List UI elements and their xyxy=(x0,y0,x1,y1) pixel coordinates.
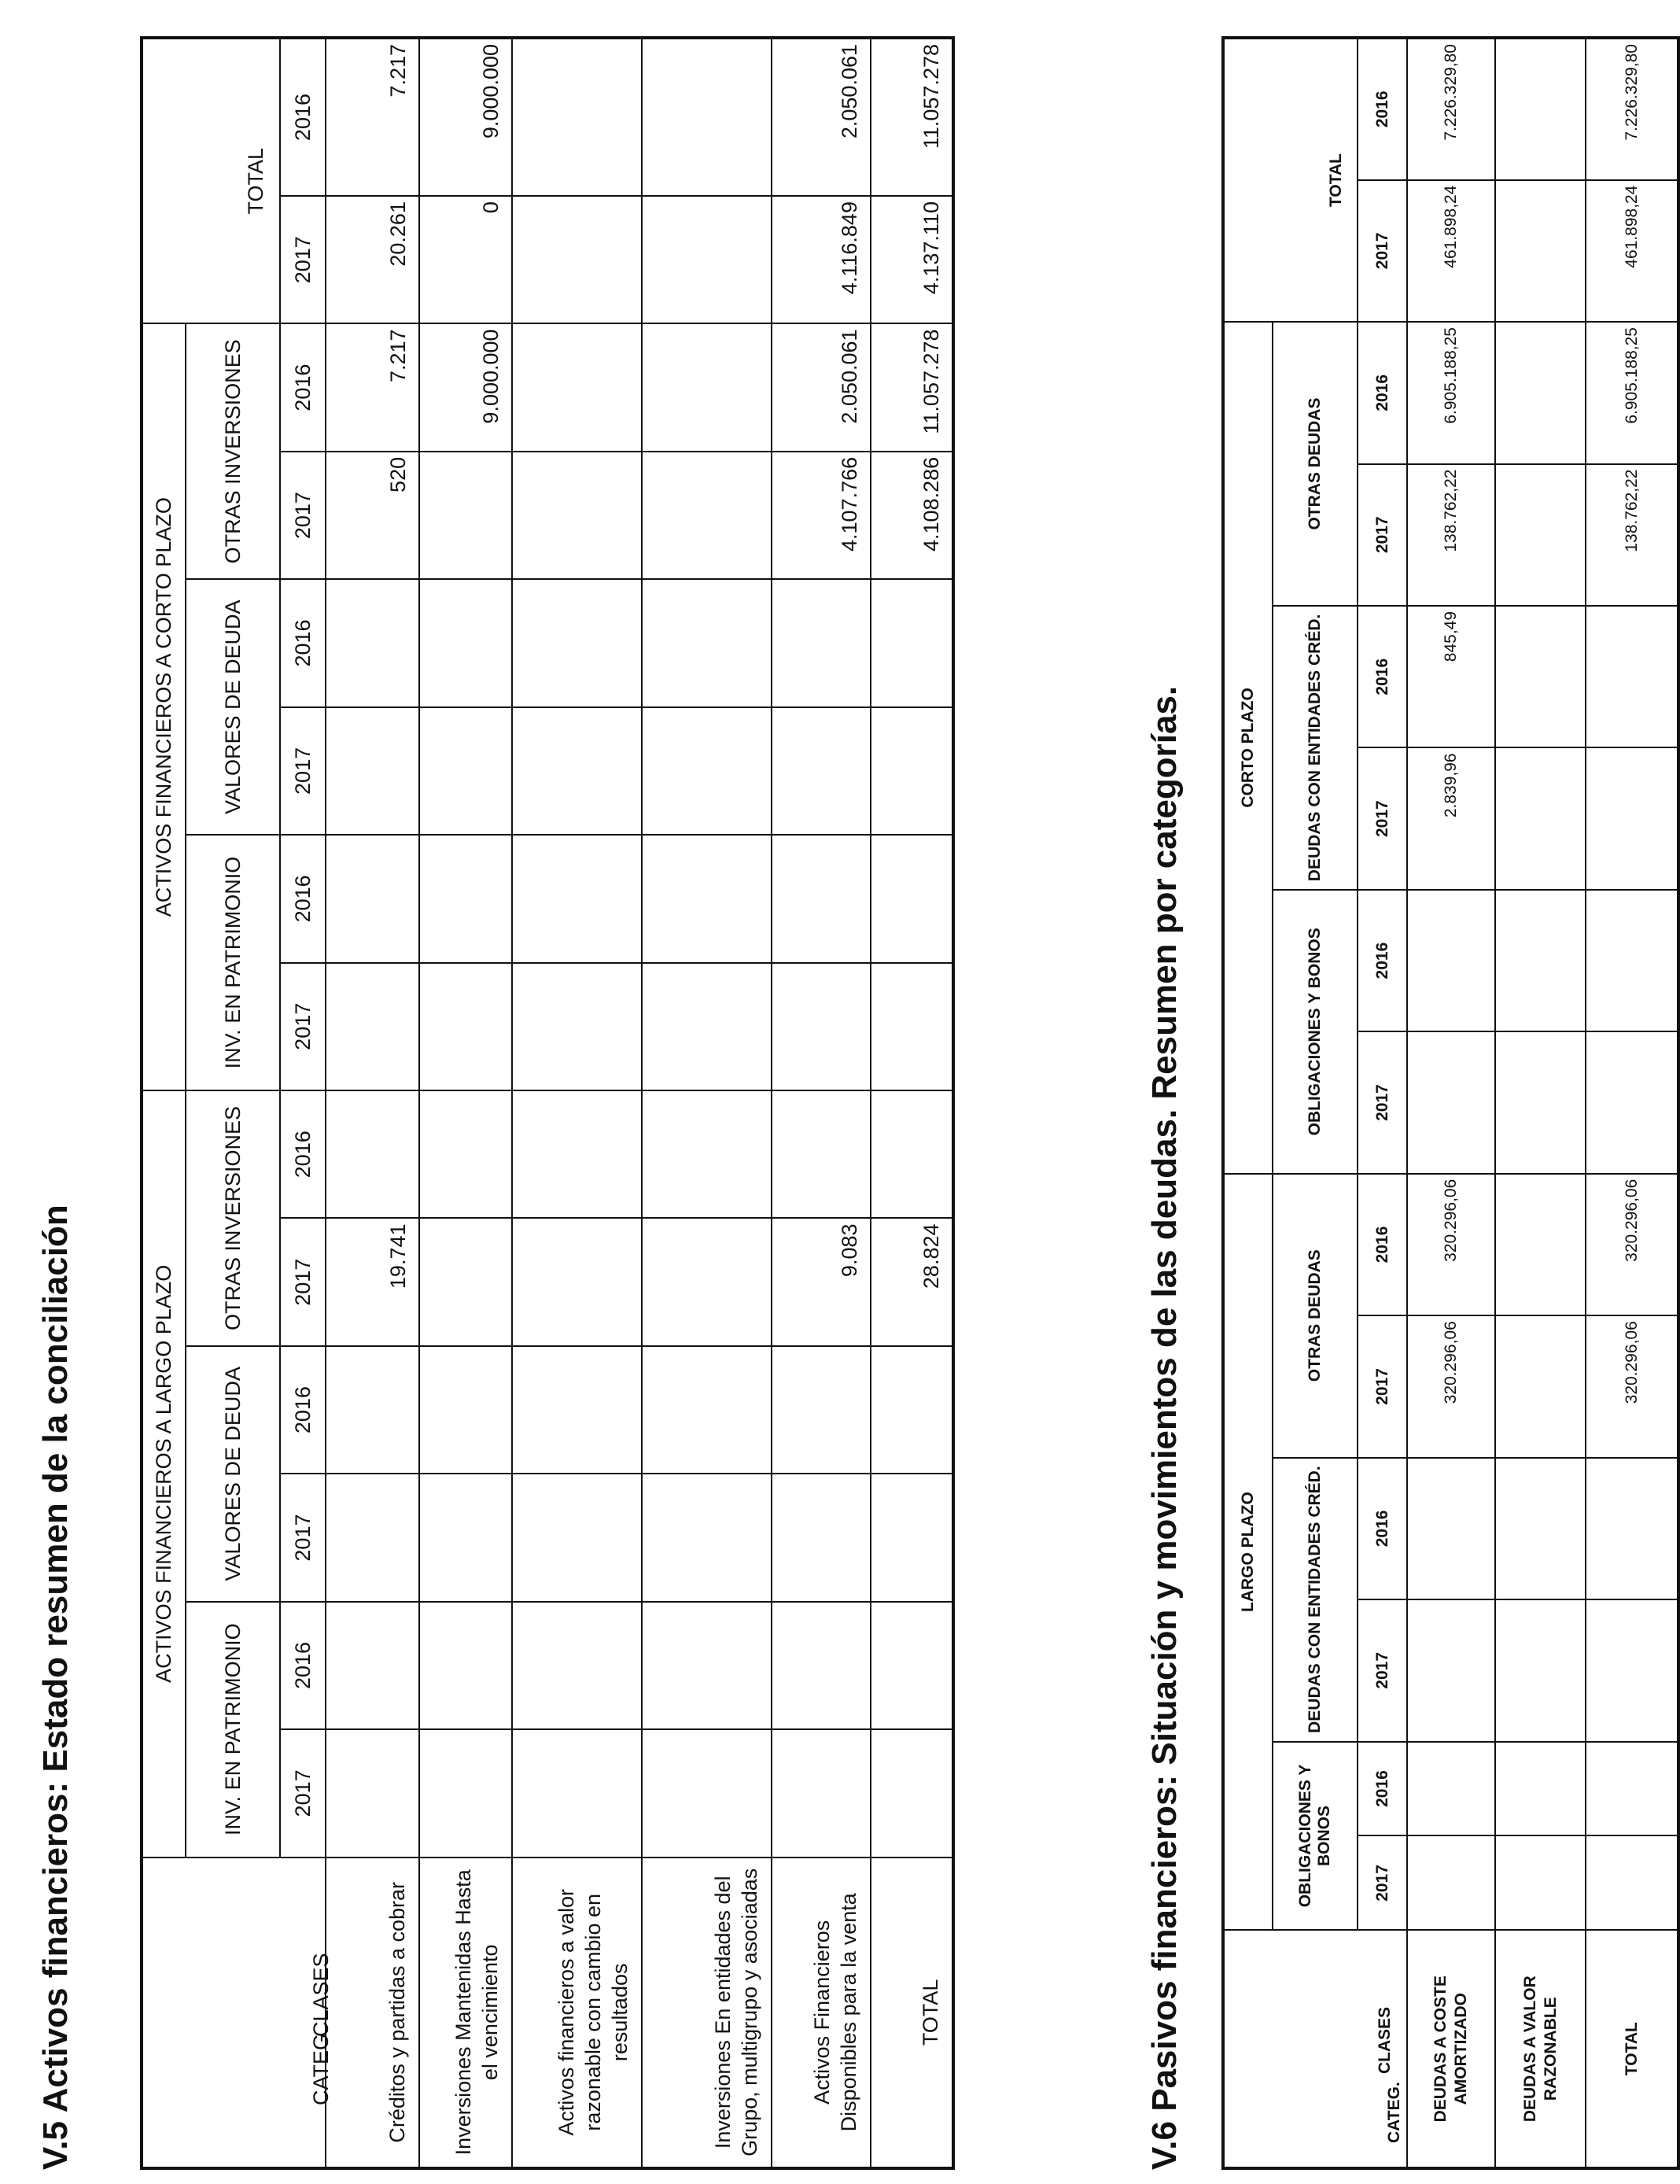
financial-assets-table xyxy=(140,36,955,2170)
year-header: 2016 xyxy=(280,1602,326,1729)
year-header: 2016 xyxy=(280,1346,326,1474)
value-cell: 0 xyxy=(419,196,512,323)
value-cell xyxy=(772,1090,871,1219)
value-cell xyxy=(871,707,953,835)
value-cell xyxy=(512,963,642,1090)
value-cell xyxy=(512,1474,642,1601)
value-cell xyxy=(512,835,642,962)
year-header: 2017 xyxy=(280,707,326,835)
year-header: 2016 xyxy=(280,38,326,196)
value-cell: 20.261 xyxy=(326,196,419,323)
value-cell xyxy=(1407,1458,1495,1599)
value-cell xyxy=(326,1474,419,1601)
value-cell xyxy=(1495,1174,1586,1316)
year-header: 2016 xyxy=(1358,322,1407,464)
subheader-otras-deudas: OTRAS DEUDAS xyxy=(1273,1174,1358,1458)
row-label: TOTAL xyxy=(871,1858,953,2168)
value-cell xyxy=(642,1346,772,1474)
subheader-otras-inversiones: OTRAS INVERSIONES xyxy=(186,1090,280,1346)
value-cell xyxy=(512,579,642,706)
section-v5-title: V.5 Activos financieros: Estado resumen de la conciliación xyxy=(36,1205,75,2170)
value-cell xyxy=(1495,1742,1586,1836)
value-cell xyxy=(1586,1031,1678,1173)
year-header: 2016 xyxy=(280,1090,326,1219)
value-cell xyxy=(419,1602,512,1729)
year-header: 2016 xyxy=(1358,1458,1407,1599)
value-cell xyxy=(1495,890,1586,1031)
value-cell xyxy=(419,1346,512,1474)
subheader-obligaciones-bonos: OBLIGACIONES Y BONOS xyxy=(1273,890,1358,1174)
value-cell: 9.000.000 xyxy=(419,323,512,451)
subheader-valores-deuda: VALORES DE DEUDA xyxy=(186,1346,280,1602)
value-cell xyxy=(642,963,772,1090)
value-cell: 138.762,22 xyxy=(1407,464,1495,606)
value-cell: 520 xyxy=(326,452,419,579)
value-cell xyxy=(871,1090,953,1219)
value-cell xyxy=(642,1602,772,1729)
value-cell xyxy=(642,707,772,835)
year-header: 2017 xyxy=(1358,1315,1407,1457)
year-header: 2016 xyxy=(1358,890,1407,1031)
value-cell xyxy=(642,1090,772,1219)
corner-label-clases: CLASES xyxy=(1375,2006,1394,2074)
value-cell xyxy=(1495,180,1586,322)
value-cell xyxy=(512,1346,642,1474)
value-cell: 19.741 xyxy=(326,1219,419,1346)
row-label: Inversiones En entidades del Grupo, multigrupo y asociadas xyxy=(642,1858,772,2168)
value-cell: 845,49 xyxy=(1407,606,1495,747)
table-row xyxy=(419,38,512,2168)
value-cell xyxy=(419,963,512,1090)
year-header: 2017 xyxy=(1358,1599,1407,1741)
value-cell xyxy=(326,707,419,835)
value-cell xyxy=(642,452,772,579)
value-cell xyxy=(512,323,642,451)
table-row xyxy=(772,38,871,2168)
year-header: 2016 xyxy=(280,579,326,706)
value-cell: 320.296,06 xyxy=(1586,1174,1678,1316)
subheader-otras-deudas: OTRAS DEUDAS xyxy=(1273,322,1358,606)
value-cell xyxy=(419,1090,512,1219)
year-header: 2017 xyxy=(280,1729,326,1857)
year-header: 2016 xyxy=(1358,38,1407,180)
row-label: Activos financieros a valor razonable con cambio en resultados xyxy=(512,1858,642,2168)
value-cell xyxy=(1407,1835,1495,1930)
value-cell: 9.000.000 xyxy=(419,38,512,196)
value-cell xyxy=(326,579,419,706)
value-cell: 7.217 xyxy=(326,38,419,196)
subheader-deudas-entidades: DEUDAS CON ENTIDADES CRÉD. xyxy=(1273,1458,1358,1742)
value-cell xyxy=(772,707,871,835)
value-cell xyxy=(1495,606,1586,747)
value-cell xyxy=(326,963,419,1090)
value-cell: 9.083 xyxy=(772,1219,871,1346)
table-row xyxy=(871,38,953,2168)
table-row xyxy=(642,38,772,2168)
year-header: 2016 xyxy=(280,835,326,962)
year-header: 2017 xyxy=(1358,464,1407,606)
value-cell xyxy=(642,196,772,323)
value-cell xyxy=(772,1729,871,1857)
value-cell xyxy=(1495,322,1586,464)
corner-label-clases: CLASES xyxy=(308,1953,333,2037)
value-cell xyxy=(642,323,772,451)
value-cell: 11.057.278 xyxy=(871,323,953,451)
table-row xyxy=(1407,38,1495,2168)
value-cell xyxy=(326,1346,419,1474)
value-cell xyxy=(1495,1599,1586,1741)
value-cell: 320.296,06 xyxy=(1586,1315,1678,1457)
value-cell xyxy=(1586,1599,1678,1741)
value-cell: 320.296,06 xyxy=(1407,1174,1495,1316)
year-header: 2017 xyxy=(1358,1835,1407,1930)
value-cell xyxy=(1407,890,1495,1031)
value-cell xyxy=(419,1219,512,1346)
value-cell xyxy=(871,963,953,1090)
value-cell xyxy=(772,835,871,962)
table-row xyxy=(1586,38,1678,2168)
year-header: 2017 xyxy=(280,1219,326,1346)
value-cell: 11.057.278 xyxy=(871,38,953,196)
value-cell xyxy=(1586,1835,1678,1930)
value-cell xyxy=(512,452,642,579)
value-cell: 6.905.188,25 xyxy=(1407,322,1495,464)
value-cell: 461.898,24 xyxy=(1407,180,1495,322)
value-cell xyxy=(1495,464,1586,606)
value-cell xyxy=(642,1729,772,1857)
table-row xyxy=(512,38,642,2168)
year-header: 2017 xyxy=(1358,1031,1407,1173)
header-long-term: LARGO PLAZO xyxy=(1223,1174,1273,1931)
value-cell xyxy=(772,1346,871,1474)
value-cell xyxy=(1495,747,1586,889)
value-cell xyxy=(1586,747,1678,889)
value-cell xyxy=(871,579,953,706)
header-short-term: CORTO PLAZO xyxy=(1223,322,1273,1174)
value-cell xyxy=(326,835,419,962)
value-cell xyxy=(1586,1458,1678,1599)
row-label: DEUDAS A VALOR RAZONABLE xyxy=(1495,1930,1586,2168)
value-cell xyxy=(1407,1031,1495,1173)
value-cell: 4.116.849 xyxy=(772,196,871,323)
value-cell xyxy=(642,38,772,196)
value-cell: 6.905.188,25 xyxy=(1586,322,1678,464)
value-cell xyxy=(419,707,512,835)
value-cell xyxy=(772,963,871,1090)
value-cell: 28.824 xyxy=(871,1219,953,1346)
financial-liabilities-table xyxy=(1221,36,1680,2170)
year-header: 2016 xyxy=(280,323,326,451)
value-cell xyxy=(1586,1742,1678,1836)
row-label: TOTAL xyxy=(1586,1930,1678,2168)
subheader-obligaciones-bonos: OBLIGACIONES Y BONOS xyxy=(1273,1742,1358,1931)
value-cell: 2.050.061 xyxy=(772,323,871,451)
subheader-valores-deuda: VALORES DE DEUDA xyxy=(186,579,280,835)
value-cell xyxy=(419,1729,512,1857)
value-cell: 2.839,96 xyxy=(1407,747,1495,889)
value-cell xyxy=(1407,1742,1495,1836)
section-v6-title: V.6 Pasivos financieros: Situación y movimientos de las deudas. Resumen por categorías. xyxy=(1145,685,1184,2170)
year-header: 2016 xyxy=(1358,1174,1407,1316)
value-cell xyxy=(642,1474,772,1601)
value-cell xyxy=(512,1729,642,1857)
value-cell xyxy=(419,1474,512,1601)
header-short-term: ACTIVOS FINANCIEROS A CORTO PLAZO xyxy=(142,323,186,1090)
value-cell xyxy=(1495,38,1586,180)
subheader-otras-inversiones: OTRAS INVERSIONES xyxy=(186,323,280,579)
header-total: TOTAL xyxy=(1223,38,1358,322)
value-cell xyxy=(1495,1458,1586,1599)
subheader-inv-patrimonio: INV. EN PATRIMONIO xyxy=(186,835,280,1090)
value-cell xyxy=(871,1474,953,1601)
value-cell: 4.137.110 xyxy=(871,196,953,323)
value-cell xyxy=(512,1602,642,1729)
value-cell: 7.217 xyxy=(326,323,419,451)
value-cell xyxy=(326,1602,419,1729)
year-header: 2017 xyxy=(280,963,326,1090)
value-cell xyxy=(1586,606,1678,747)
value-cell xyxy=(642,835,772,962)
year-header: 2017 xyxy=(280,196,326,323)
corner-label-categ: CATEG. xyxy=(308,2027,333,2105)
value-cell xyxy=(871,1346,953,1474)
table-corner-cell xyxy=(1223,1930,1407,2168)
row-label: Créditos y partidas a cobrar xyxy=(326,1858,419,2168)
header-long-term: ACTIVOS FINANCIEROS A LARGO PLAZO xyxy=(142,1090,186,1858)
table-row xyxy=(326,38,419,2168)
value-cell xyxy=(512,1090,642,1219)
value-cell: 320.296,06 xyxy=(1407,1315,1495,1457)
row-label: Activos Financieros Disponibles para la venta xyxy=(772,1858,871,2168)
value-cell: 461.898,24 xyxy=(1586,180,1678,322)
year-header: 2016 xyxy=(1358,1742,1407,1836)
subheader-deudas-entidades: DEUDAS CON ENTIDADES CRÉD. xyxy=(1273,606,1358,890)
value-cell xyxy=(772,579,871,706)
table-corner-cell xyxy=(142,1858,333,2168)
value-cell: 138.762,22 xyxy=(1586,464,1678,606)
value-cell xyxy=(512,196,642,323)
header-total: TOTAL xyxy=(142,38,280,323)
value-cell xyxy=(1495,1835,1586,1930)
value-cell: 4.108.286 xyxy=(871,452,953,579)
value-cell xyxy=(1495,1031,1586,1173)
value-cell xyxy=(1495,1315,1586,1457)
year-header: 2017 xyxy=(280,452,326,579)
value-cell xyxy=(1586,890,1678,1031)
value-cell xyxy=(871,1602,953,1729)
value-cell xyxy=(642,1219,772,1346)
row-label: DEUDAS A COSTE AMORTIZADO xyxy=(1407,1930,1495,2168)
value-cell: 2.050.061 xyxy=(772,38,871,196)
year-header: 2017 xyxy=(1358,747,1407,889)
subheader-inv-patrimonio: INV. EN PATRIMONIO xyxy=(186,1602,280,1858)
value-cell xyxy=(419,835,512,962)
value-cell xyxy=(419,579,512,706)
value-cell xyxy=(326,1729,419,1857)
value-cell xyxy=(326,1090,419,1219)
corner-label-categ: CATEG. xyxy=(1384,2082,1403,2143)
value-cell xyxy=(772,1474,871,1601)
value-cell: 7.226.329,80 xyxy=(1586,38,1678,180)
value-cell xyxy=(512,707,642,835)
year-header: 2017 xyxy=(280,1474,326,1601)
value-cell xyxy=(642,579,772,706)
value-cell xyxy=(1407,1599,1495,1741)
year-header: 2017 xyxy=(1358,180,1407,322)
value-cell xyxy=(512,1219,642,1346)
value-cell: 7.226.329,80 xyxy=(1407,38,1495,180)
value-cell xyxy=(871,1729,953,1857)
table-row xyxy=(1495,38,1586,2168)
row-label: Inversiones Mantenidas Hasta el vencimiento xyxy=(419,1858,512,2168)
value-cell xyxy=(419,452,512,579)
value-cell xyxy=(871,835,953,962)
value-cell: 4.107.766 xyxy=(772,452,871,579)
year-header: 2016 xyxy=(1358,606,1407,747)
value-cell xyxy=(512,38,642,196)
value-cell xyxy=(772,1602,871,1729)
